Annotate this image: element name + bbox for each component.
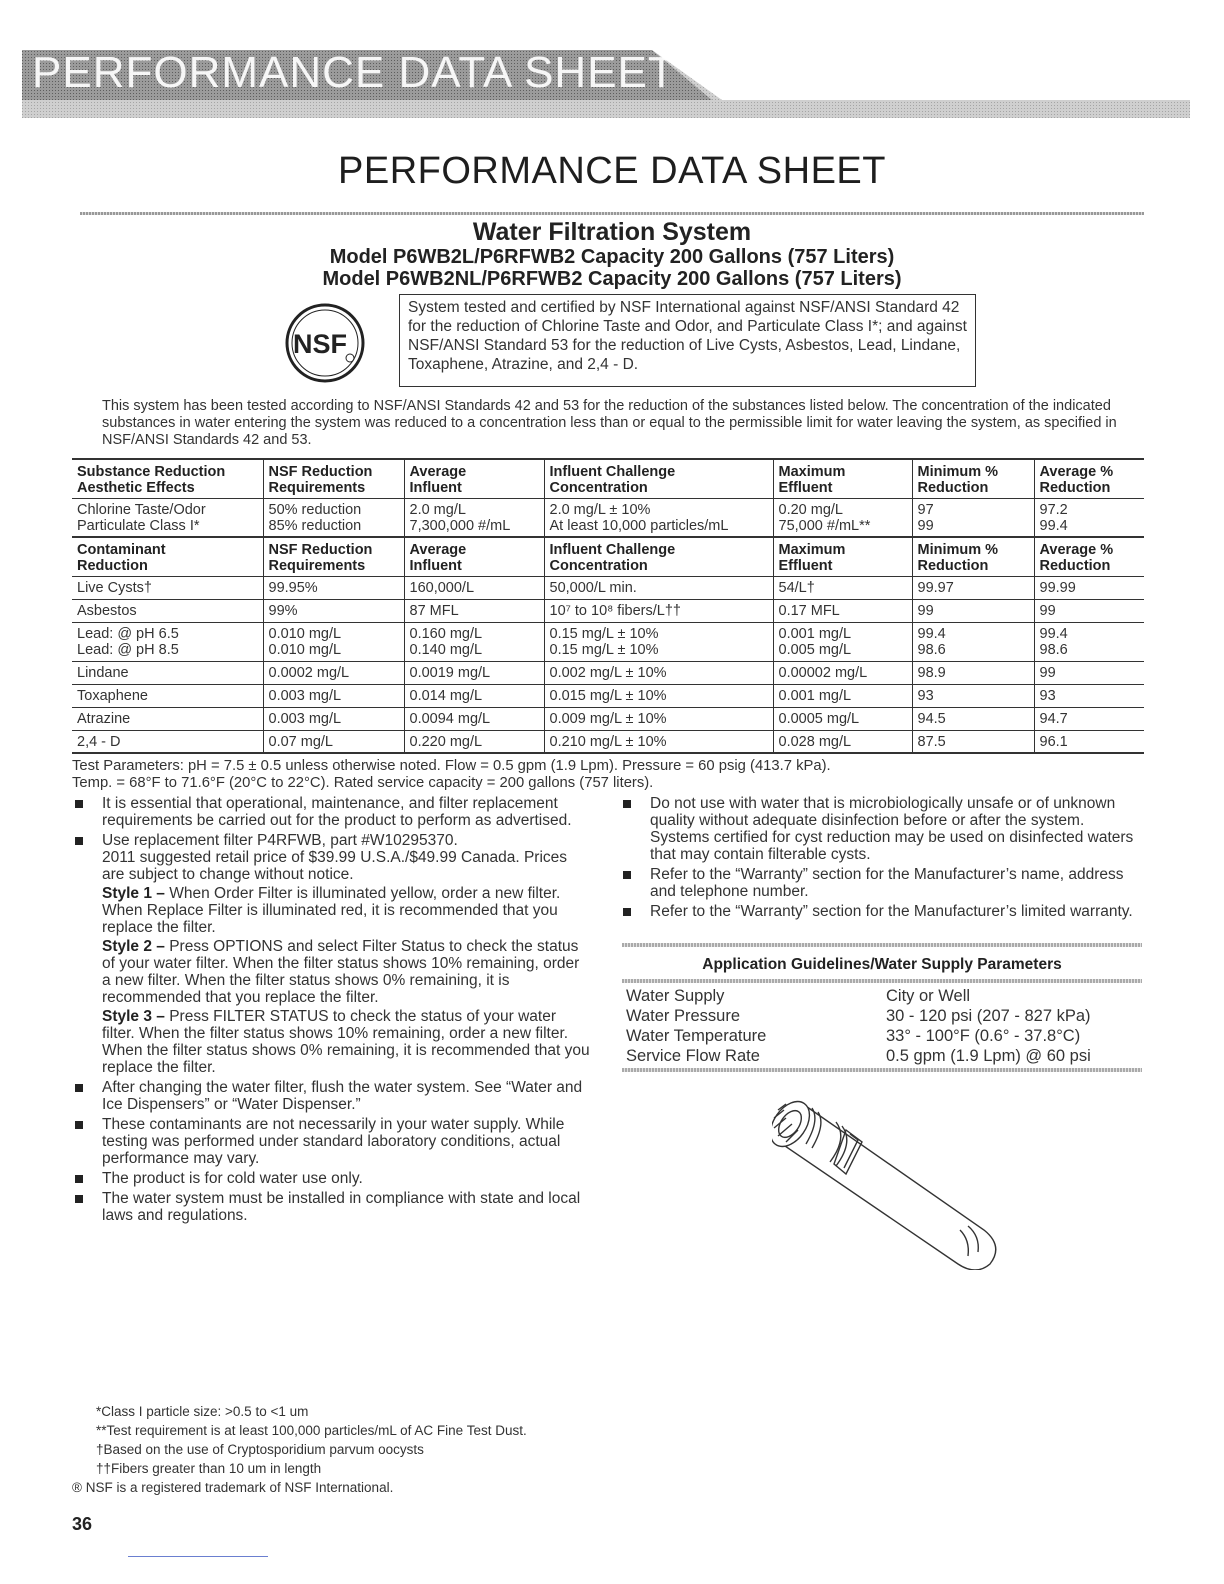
style-1-note: Style 1 – When Order Filter is illuminated yellow, order a new filter. When Replace Filter is illuminated red, it is recommended that you replace the filter.	[102, 885, 561, 936]
table-cell: 0.003 mg/L	[263, 707, 404, 730]
table-cell: 99.95%	[263, 576, 404, 599]
table-cell: 0.07 mg/L	[263, 730, 404, 753]
footnote-class-i: *Class I particle size: >0.5 to <1 um	[96, 1404, 309, 1419]
table-cell: 99.4 98.6	[912, 622, 1034, 661]
table-header-cell: NSF Reduction Requirements	[263, 459, 404, 498]
table-cell: 2.0 mg/L ± 10% At least 10,000 particles/mL	[544, 498, 773, 537]
table-header-cell: Maximum Effluent	[773, 459, 912, 498]
table-cell: 97 99	[912, 498, 1034, 537]
model-heading-2: Model P6WB2NL/P6RFWB2 Capacity 200 Gallons (757 Liters)	[322, 268, 902, 290]
table-cell: Live Cysts†	[72, 576, 263, 599]
table-cell: 98.9	[912, 661, 1034, 684]
list-item: Refer to the “Warranty” section for the Manufacturer’s limited warranty.	[620, 903, 1145, 920]
table-cell: 0.001 mg/L 0.005 mg/L	[773, 622, 912, 661]
table-header-cell: Maximum Effluent	[773, 537, 912, 576]
certification-box: System tested and certified by NSF International against NSF/ANSI Standard 42 for the reduction of Chlorine Taste and Odor, and Particulate Class I*; and against NSF/ANSI Standard 53 for the reduction of Live Cysts, Asbestos, Lead, Lindane, Toxaphene, Atrazine, and 2,4 - D.	[399, 294, 976, 387]
bullet-icon	[75, 1084, 83, 1092]
table-header-cell: Average Influent	[404, 537, 544, 576]
table-header-cell: Average % Reduction	[1034, 537, 1144, 576]
table-cell: 0.015 mg/L ± 10%	[544, 684, 773, 707]
table-row	[72, 684, 1144, 707]
table-row	[72, 599, 1144, 622]
application-title: Application Guidelines/Water Supply Parameters	[702, 956, 1062, 973]
table-cell: 0.210 mg/L ± 10%	[544, 730, 773, 753]
header-banner	[22, 42, 1190, 118]
table-cell: 97.2 99.4	[1034, 498, 1144, 537]
table-header-cell: NSF Reduction Requirements	[263, 537, 404, 576]
table-cell: 99	[912, 599, 1034, 622]
application-bottom-rule	[622, 1068, 1142, 1072]
table-cell: 50% reduction 85% reduction	[263, 498, 404, 537]
model-heading-1: Model P6WB2L/P6RFWB2 Capacity 200 Gallons (757 Liters)	[329, 246, 895, 268]
table-header-cell: Minimum % Reduction	[912, 537, 1034, 576]
table-cell: 2,4 - D	[72, 730, 263, 753]
table-cell: 87 MFL	[404, 599, 544, 622]
table-cell: 0.15 mg/L ± 10% 0.15 mg/L ± 10%	[544, 622, 773, 661]
page-title: PERFORMANCE DATA SHEET	[338, 150, 886, 192]
table-row	[72, 576, 1144, 599]
table-cell: 0.220 mg/L	[404, 730, 544, 753]
table-cell: 99	[1034, 661, 1144, 684]
table-cell: 96.1	[1034, 730, 1144, 753]
table-cell: 0.028 mg/L	[773, 730, 912, 753]
test-parameters-line-2: Temp. = 68°F to 71.6°F (20°C to 22°C). Rated service capacity = 200 gallons (757 liters).	[72, 775, 654, 791]
banner-text: PERFORMANCE DATA SHEET	[32, 48, 676, 97]
list-item: The water system must be installed in compliance with state and local laws and regulations.	[72, 1190, 592, 1224]
table-cell: 99%	[263, 599, 404, 622]
bullet-icon	[623, 871, 631, 879]
footnote-fibers: ††Fibers greater than 10 um in length	[96, 1461, 322, 1476]
table-header-cell: Average % Reduction	[1034, 459, 1144, 498]
table-header-cell: Average Influent	[404, 459, 544, 498]
bullet-icon	[623, 908, 631, 916]
table-cell: 87.5	[912, 730, 1034, 753]
table-header-cell: Contaminant Reduction	[72, 537, 263, 576]
page-underline	[128, 1556, 268, 1557]
bullet-icon	[75, 837, 83, 845]
table-cell: 50,000/L min.	[544, 576, 773, 599]
table-cell: Lindane	[72, 661, 263, 684]
table-row	[72, 661, 1144, 684]
table-cell: 93	[1034, 684, 1144, 707]
table-cell: 0.00002 mg/L	[773, 661, 912, 684]
list-item: The product is for cold water use only.	[72, 1170, 592, 1187]
list-item: Use replacement filter P4RFWB, part #W10295370. 2011 suggested retail price of $39.99 U.S.A./$49.99 Canada. Prices are subject to change without notice. Style 1 – When Order Filter is illuminated yellow, order a new filter. When Replace Filter is illuminated red, it is recommended that you replace the filter. Style 2 – Press OPTIONS and select Filter Status to check the status of your water filter. When the filter status shows 10% remaining, order a new filter. When the filter status shows 0% remaining, it is recommended that you replace the filter. Style 3 – Press FILTER STATUS to check the status of your water filter. When the filter status shows 10% remaining, order a new filter. When the filter status shows 0% remaining, it is recommended that you replace the filter.	[72, 832, 592, 1076]
water-filter-illustration	[772, 1080, 1008, 1270]
table-cell: 0.001 mg/L	[773, 684, 912, 707]
table-cell: 94.5	[912, 707, 1034, 730]
list-item: Refer to the “Warranty” section for the Manufacturer’s name, address and telephone number.	[620, 866, 1145, 900]
bullet-icon	[75, 1121, 83, 1129]
nsf-logo-icon	[284, 302, 366, 384]
table-header-cell: Influent Challenge Concentration	[544, 459, 773, 498]
footnotes	[72, 1402, 527, 1497]
table-cell: 0.014 mg/L	[404, 684, 544, 707]
list-item: These contaminants are not necessarily in your water supply. While testing was performed under standard laboratory conditions, actual performance may vary.	[72, 1116, 592, 1167]
table-row	[72, 622, 1144, 661]
footnote-trademark: ® NSF is a registered trademark of NSF International.	[72, 1480, 394, 1495]
table-header-cell: Minimum % Reduction	[912, 459, 1034, 498]
nsf-logo-text: NSF	[293, 329, 347, 359]
table-header-row	[72, 459, 1144, 498]
table-row	[72, 707, 1144, 730]
list-item: It is essential that operational, maintenance, and filter replacement requirements be carried out for the product to perform as advertised.	[72, 795, 592, 829]
table-cell: 54/L†	[773, 576, 912, 599]
list-item: Do not use with water that is microbiologically unsafe or of unknown quality without adequate disinfection before or after the system. Systems certified for cyst reduction may be used on disinfected waters that may contain filterable cysts.	[620, 795, 1145, 863]
footnote-cryptosporidium: †Based on the use of Cryptosporidium parvum oocysts	[96, 1442, 424, 1457]
footnote-test-requirement: **Test requirement is at least 100,000 particles/mL of AC Fine Test Dust.	[96, 1423, 527, 1438]
table-cell: 99.97	[912, 576, 1034, 599]
table-cell: 0.003 mg/L	[263, 684, 404, 707]
application-title-rule	[622, 979, 1142, 983]
table-cell: 94.7	[1034, 707, 1144, 730]
style-3-note: Style 3 – Press FILTER STATUS to check the status of your water filter. When the filter status shows 10% remaining, order a new filter. When the filter status shows 0% remaining, it is recommended that you replace the filter.	[102, 1008, 590, 1076]
page-number: 36	[72, 1514, 93, 1534]
table-cell: 0.0005 mg/L	[773, 707, 912, 730]
table-header-cell: Influent Challenge Concentration	[544, 537, 773, 576]
table-cell: 0.0019 mg/L	[404, 661, 544, 684]
table-row	[72, 498, 1144, 537]
table-header-row	[72, 537, 1144, 576]
table-cell: 0.160 mg/L 0.140 mg/L	[404, 622, 544, 661]
table-cell: 160,000/L	[404, 576, 544, 599]
table-cell: 99.4 98.6	[1034, 622, 1144, 661]
table-header-cell: Substance Reduction Aesthetic Effects	[72, 459, 263, 498]
system-heading: Water Filtration System	[472, 218, 752, 246]
table-cell: 0.0094 mg/L	[404, 707, 544, 730]
intro-paragraph: This system has been tested according to NSF/ANSI Standards 42 and 53 for the reduction of the substances listed below. The concentration of the indicated substances in water entering the system was reduced to a concentration less than or equal to the permissible limit for water leaving the system, as specified in NSF/ANSI Standards 42 and 53.	[102, 398, 1117, 448]
table-cell: Atrazine	[72, 707, 263, 730]
performance-table	[72, 458, 1144, 754]
table-cell: 0.002 mg/L ± 10%	[544, 661, 773, 684]
table-cell: 99.99	[1034, 576, 1144, 599]
table-cell: 93	[912, 684, 1034, 707]
test-parameters-line-1: Test Parameters: pH = 7.5 ± 0.5 unless otherwise noted. Flow = 0.5 gpm (1.9 Lpm). Pressure = 60 psig (413.7 kPa).	[72, 758, 831, 774]
table-cell: 2.0 mg/L 7,300,000 #/mL	[404, 498, 544, 537]
test-parameters	[72, 758, 1142, 792]
table-cell: Lead: @ pH 6.5 Lead: @ pH 8.5	[72, 622, 263, 661]
table-cell: 10⁷ to 10⁸ fibers/L††	[544, 599, 773, 622]
table-row	[72, 730, 1144, 753]
bullet-list-left	[72, 795, 592, 1227]
table-cell: 0.17 MFL	[773, 599, 912, 622]
table-cell: Asbestos	[72, 599, 263, 622]
bullet-icon	[75, 1175, 83, 1183]
application-top-rule	[622, 943, 1142, 947]
title-divider	[80, 212, 1144, 215]
table-cell: 0.010 mg/L 0.010 mg/L	[263, 622, 404, 661]
bullet-icon	[75, 1195, 83, 1203]
table-cell: 99	[1034, 599, 1144, 622]
table-cell: Toxaphene	[72, 684, 263, 707]
table-cell: Chlorine Taste/Odor Particulate Class I*	[72, 498, 263, 537]
bullet-list-right	[620, 795, 1145, 923]
table-cell: 0.009 mg/L ± 10%	[544, 707, 773, 730]
table-cell: 0.0002 mg/L	[263, 661, 404, 684]
table-cell: 0.20 mg/L 75,000 #/mL**	[773, 498, 912, 537]
list-item: After changing the water filter, flush the water system. See “Water and Ice Dispensers” or “Water Dispenser.”	[72, 1079, 592, 1113]
bullet-icon	[75, 800, 83, 808]
style-2-note: Style 2 – Press OPTIONS and select Filter Status to check the status of your water filter. When the filter status shows 10% remaining, order a new filter. When the filter status shows 0% remaining, it is recommended that you replace the filter.	[102, 938, 580, 1006]
bullet-icon	[623, 800, 631, 808]
